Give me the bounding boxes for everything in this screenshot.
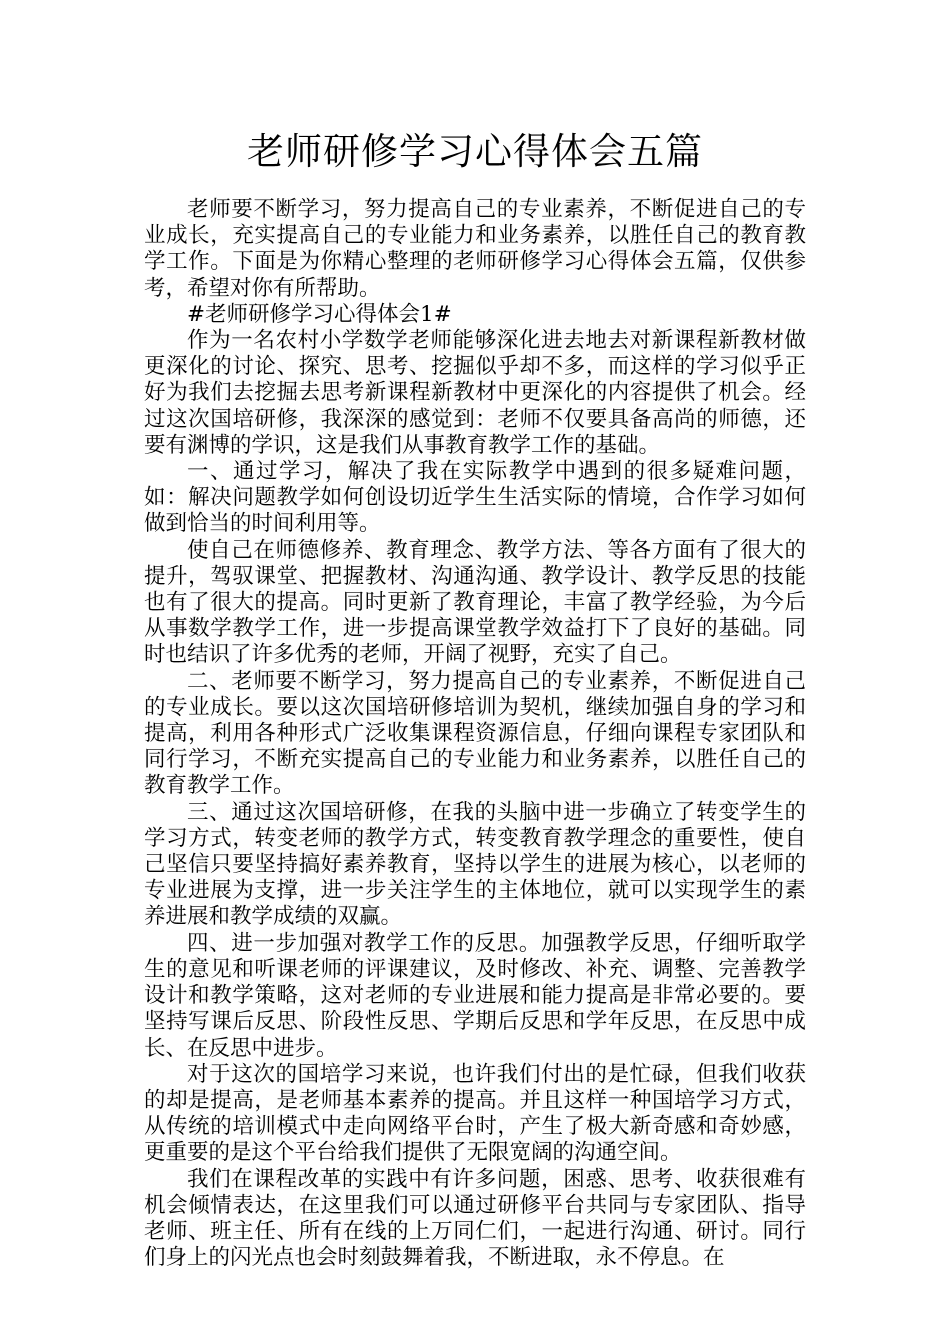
paragraph: 我们在课程改革的实践中有许多问题，困惑、思考、收获很难有机会倾情表达，在这里我们可以通过研修平台共同与专家团队、指导老师、班主任、所有在线的上万同仁们，一起进行沟通、研讨。同行们身上的闪光点也会时刻鼓舞着我，不断进取，永不停息。在 — [144, 1166, 806, 1271]
paragraph: 二、老师要不断学习，努力提高自己的专业素养，不断促进自己的专业成长。要以这次国培研修培训为契机，继续加强自身的学习和提高，利用各种形式广泛收集课程资源信息，仔细向课程专家团队和同行学习，不断充实提高自己的专业能力和业务素养，以胜任自己的教育教学工作。 — [144, 668, 806, 799]
paragraph: 使自己在师德修养、教育理念、教学方法、等各方面有了很大的提升，驾驭课堂、把握教材、沟通沟通、教学设计、教学反思的技能也有了很大的提高。同时更新了教育理论，丰富了教学经验，为今后从事数学教学工作，进一步提高课堂教学效益打下了良好的基础。同时也结识了许多优秀的老师，开阔了视野，充实了自己。 — [144, 537, 806, 668]
paragraph: 一、通过学习，解决了我在实际教学中遇到的很多疑难问题，如：解决问题教学如何创设切近学生生活实际的情境，合作学习如何做到恰当的时间利用等。 — [144, 459, 806, 537]
paragraph: 三、通过这次国培研修，在我的头脑中进一步确立了转变学生的学习方式，转变老师的教学方式，转变教育教学理念的重要性，使自己坚信只要坚持搞好素养教育，坚持以学生的进展为核心，以老师的专业进展为支撑，进一步关注学生的主体地位，就可以实现学生的素养进展和教学成绩的双赢。 — [144, 799, 806, 930]
document-body — [144, 197, 806, 1271]
paragraph: 对于这次的国培学习来说，也许我们付出的是忙碌，但我们收获的却是提高，是老师基本素养的提高。并且这样一种国培学习方式，从传统的培训模式中走向网络平台时，产生了极大新奇感和奇妙感，更重要的是这个平台给我们提供了无限宽阔的沟通空间。 — [144, 1061, 806, 1166]
paragraph: 老师要不断学习，努力提高自己的专业素养，不断促进自己的专业成长，充实提高自己的专业能力和业务素养，以胜任自己的教育教学工作。下面是为你精心整理的老师研修学习心得体会五篇，仅供参考，希望对你有所帮助。 — [144, 197, 806, 301]
paragraph: 四、进一步加强对教学工作的反思。加强教学反思，仔细听取学生的意见和听课老师的评课建议，及时修改、补充、调整、完善教学设计和教学策略，这对老师的专业进展和能力提高是非常必要的。要坚持写课后反思、阶段性反思、学期后反思和学年反思，在反思中成长、在反思中进步。 — [144, 930, 806, 1061]
paragraph: 作为一名农村小学数学老师能够深化进去地去对新课程新教材做更深化的讨论、探究、思考、挖掘似乎却不多，而这样的学习似乎正好为我们去挖掘去思考新课程新教材中更深化的内容提供了机会。经过这次国培研修，我深深的感觉到：老师不仅要具备高尚的师德，还要有渊博的学识，这是我们从事教育教学工作的基础。 — [144, 328, 806, 458]
document-title: 老师研修学习心得体会五篇 — [247, 130, 703, 173]
section-heading: #老师研修学习心得体会1# — [187, 301, 452, 327]
